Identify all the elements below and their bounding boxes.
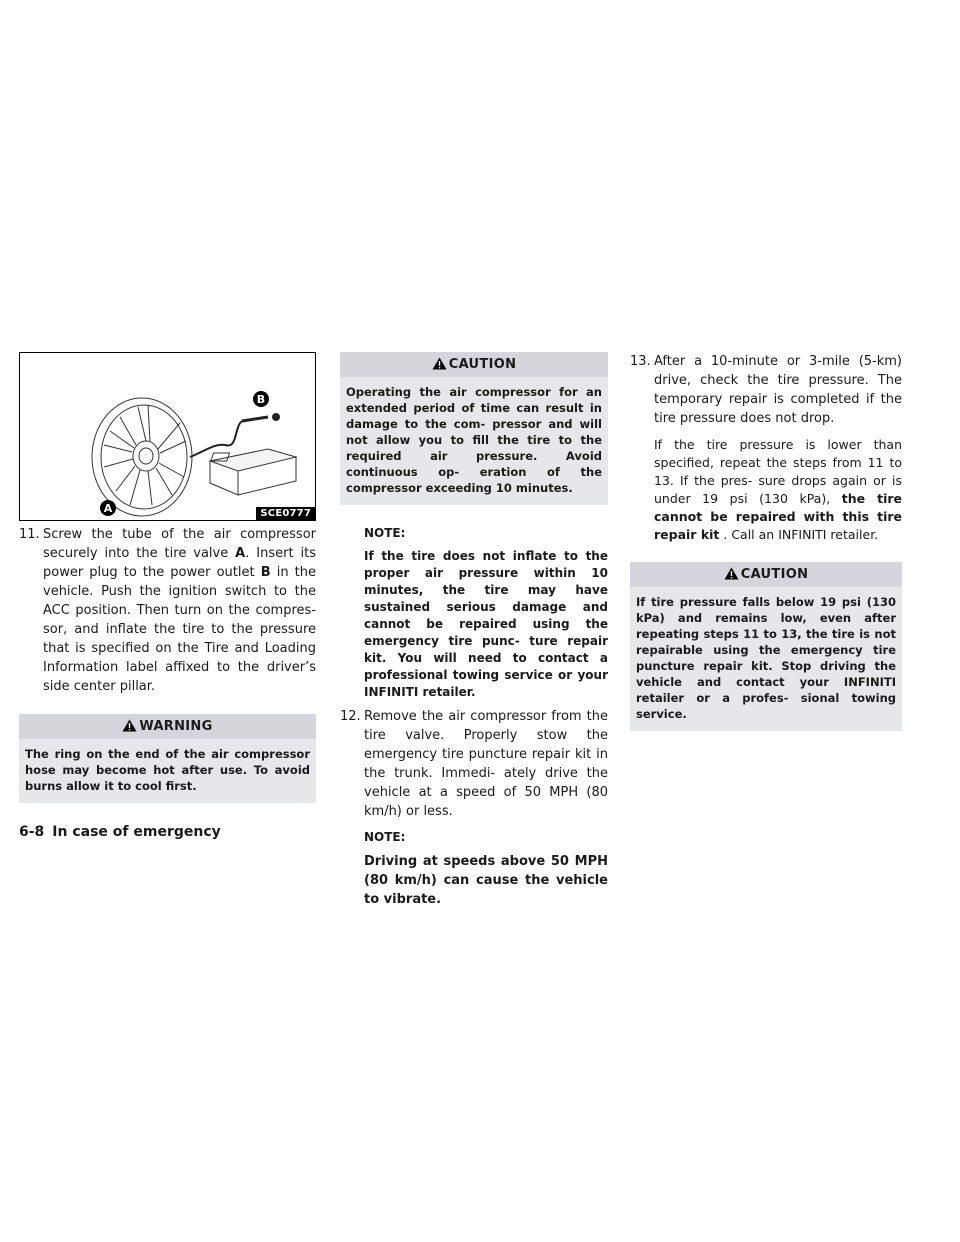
note-1: NOTE: If the tire does not inflate to the proper air pressure within 10 minutes, the tire may have sustained serious damage and cannot be repaired using the emergency tire punc- ture repair kit. You will need to contact a professional towing service or your INFINITI retailer.	[364, 526, 608, 699]
figure-code: SCE0777	[256, 507, 315, 520]
caution-text: If tire pressure falls below 19 psi (130 kPa) and remains low, even after repeating steps 11 to 13, the tire is not repairable using the emergency tire puncture repair kit. Stop driving the vehicle and contact your INFINITI retailer or a profes- sional towing service.	[630, 587, 902, 731]
step-number: 11.	[19, 527, 40, 542]
caution-header: CAUTION	[630, 562, 902, 587]
ref-b: B	[260, 565, 271, 580]
column-left	[19, 352, 316, 803]
caution-text: Operating the air compressor for an extended period of time can result in damage to the com- pressor and will not allow you to fill the tire to the required air pressure. Avoid continuous op- eration of the compressor exceeding 10 minutes.	[340, 377, 608, 505]
step-11: 11. Screw the tube of the air compressor securely into the tire valve A. Insert its power plug to the power outlet B in the vehicle. Push the ignition switch to the ACC position. Then turn on the compres- sor, and inflate the tire to the pressure that is specified on the Tire and Loading Information label affixed to the driver’s side center pillar.	[19, 527, 316, 694]
warning-icon	[432, 357, 447, 370]
warning-text: The ring on the end of the air compressor hose may become hot after use. To avoid burns allow it to cool first.	[19, 739, 316, 803]
warning-icon	[724, 567, 739, 580]
caution-box-2	[630, 562, 902, 731]
column-middle	[340, 352, 608, 909]
warning-box	[19, 714, 316, 803]
label-b-marker	[253, 391, 269, 407]
caution-box-1	[340, 352, 608, 505]
warning-header: WARNING	[19, 714, 316, 739]
svg-text:B: B	[256, 393, 266, 406]
step-number: 12.	[340, 709, 361, 724]
compressor-icon	[210, 449, 296, 495]
column-right	[630, 352, 902, 731]
page-number: 6-8	[19, 824, 45, 840]
step-13-paragraph: If the tire pressure is lower than specified, repeat the steps from 11 to 13. If the pres- sure drops again or is under 19 psi (130 kPa), the tire cannot be repaired with this tire repair kit . Call an INFINITI retailer.	[654, 437, 903, 542]
page-footer	[19, 824, 221, 840]
step-number: 13.	[630, 354, 651, 369]
ref-a: A	[235, 546, 246, 561]
tire-compressor-figure	[19, 352, 316, 521]
svg-text:A: A	[103, 502, 113, 515]
caution-header: CAUTION	[340, 352, 608, 377]
wheel-compressor-illustration	[20, 353, 315, 520]
step-12: 12. Remove the air compressor from the tire valve. Properly stow the emergency tire puncture repair kit in the trunk. Immedi- ately drive the vehicle at a speed of 50 MPH (80 km/h) or less.	[340, 709, 608, 819]
warning-icon	[122, 719, 137, 732]
step-13: 13. After a 10-minute or 3-mile (5-km) drive, check the tire pressure. The temporary repair is completed if the tire pressure does not drop.	[630, 354, 902, 426]
section-title: In case of emergency	[52, 824, 221, 840]
wheel-icon	[92, 398, 192, 516]
note-2: NOTE: Driving at speeds above 50 MPH (80 km/h) can cause the vehicle to vibrate.	[364, 830, 608, 907]
label-a-marker	[100, 500, 116, 516]
